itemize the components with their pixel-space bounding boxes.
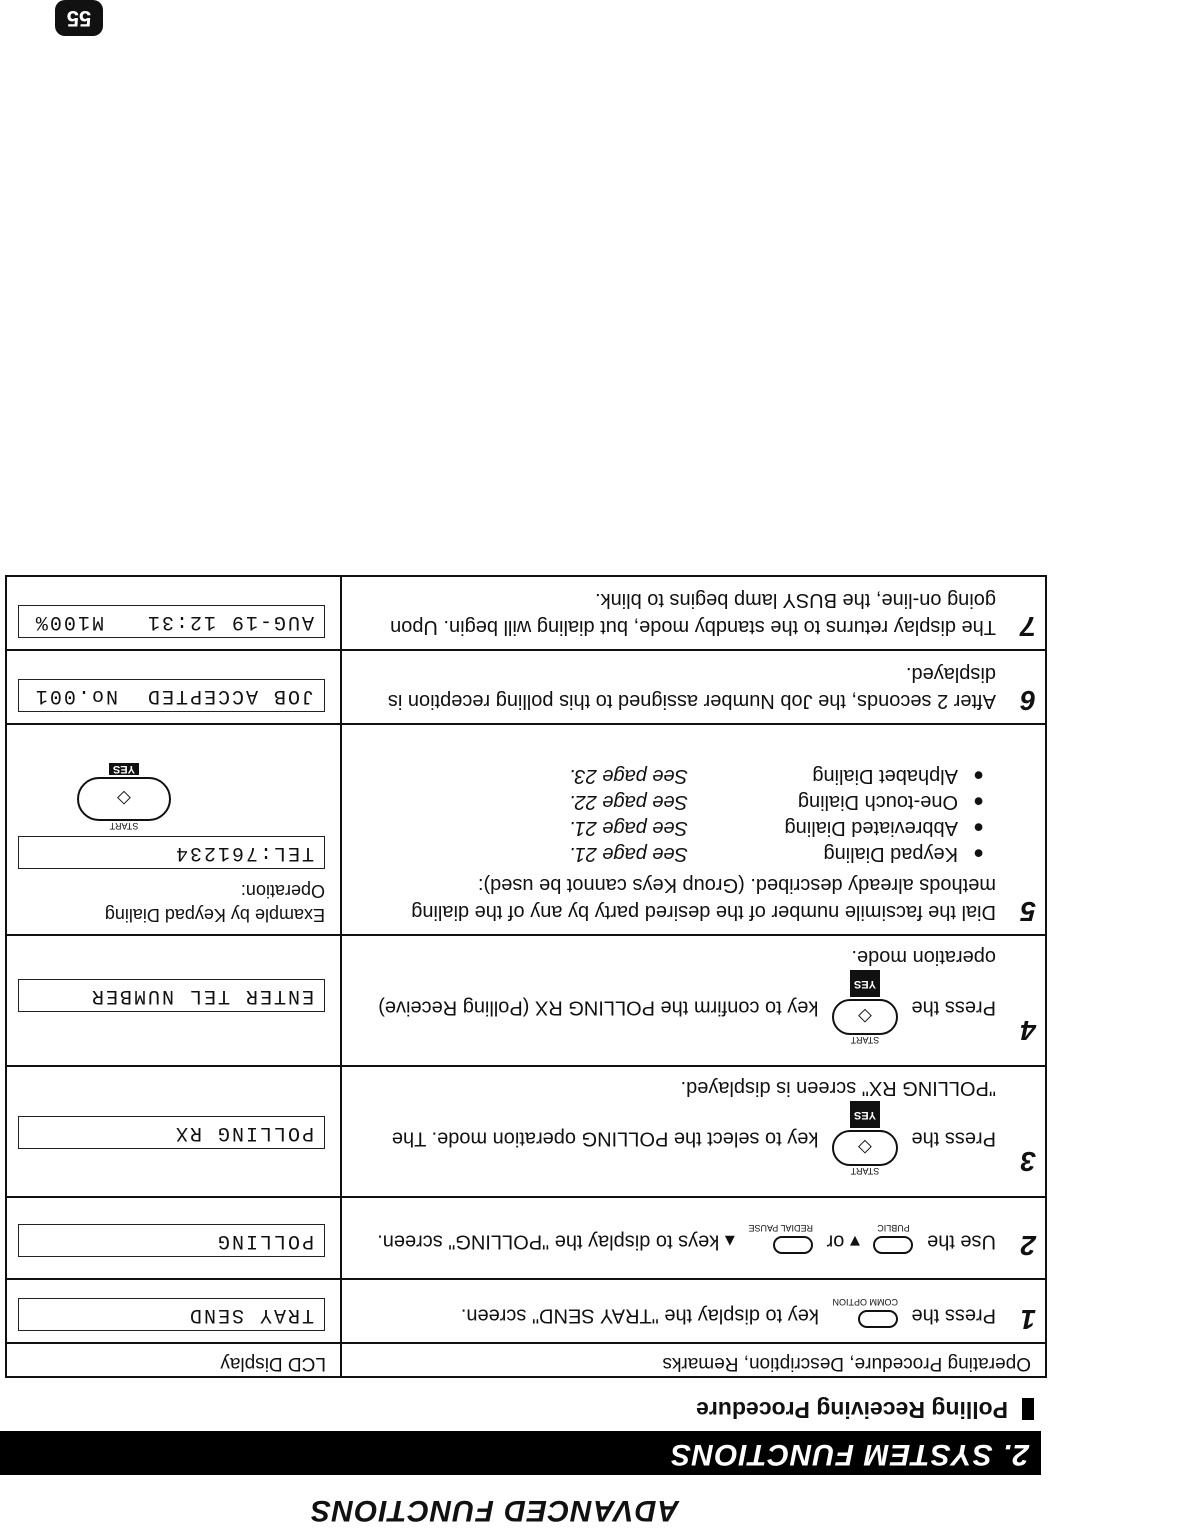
step-text: Press the xyxy=(911,996,996,1019)
lcd-display: TEL:761234 xyxy=(18,836,325,869)
table-row xyxy=(6,724,1046,935)
step-text: key to display the "TRAY SEND" screen. xyxy=(460,1304,819,1327)
step-text: The display returns to the standby mode, but dialing will begin. Upon going on-line, the BUSY lamp begins to blink. xyxy=(390,589,996,638)
start-key-icon: START ◇ YES xyxy=(77,763,171,830)
lcd-cell xyxy=(6,576,341,650)
dialing-methods-list xyxy=(353,763,984,867)
down-arrow-icon: ▾ xyxy=(849,1230,860,1253)
lcd-cell xyxy=(6,1279,341,1343)
example-label: Example by Keypad Dialing Operation: xyxy=(104,881,325,925)
public-key-icon: PUBLIC xyxy=(874,1223,914,1259)
col-header-procedure: Operating Procedure, Description, Remarks xyxy=(341,1343,1046,1377)
step-number: 5 xyxy=(1020,896,1036,927)
step-text: Press the xyxy=(911,1304,996,1327)
step-text: key to select the POLLING operation mode. The "POLLING RX" screen is displayed. xyxy=(391,1077,996,1150)
lcd-cell xyxy=(6,650,341,724)
comm-option-key-icon: COMM OPTION xyxy=(832,1297,898,1333)
start-key-icon: START ◇ YES xyxy=(832,1101,898,1175)
chapter-bar xyxy=(0,1431,1041,1475)
table-row xyxy=(6,650,1046,724)
step-text: key to confirm the POLLING RX (Polling Receive) operation mode. xyxy=(378,946,996,1019)
step-text: keys to display the "POLLING" screen. xyxy=(377,1230,720,1253)
table-row xyxy=(6,1066,1046,1197)
section-heading xyxy=(696,1396,1034,1423)
procedure-cell xyxy=(341,576,1046,650)
lcd-display: POLLING xyxy=(18,1224,325,1257)
step-number: 1 xyxy=(1020,1304,1036,1335)
running-header: ADVANCED FUNCTIONS xyxy=(309,1494,679,1527)
procedure-cell xyxy=(341,724,1046,935)
lcd-display: POLLING RX xyxy=(18,1116,325,1149)
list-item: ● One-touch Dialing See page 22. xyxy=(569,791,984,813)
table-row xyxy=(6,935,1046,1066)
step-text: or xyxy=(826,1230,845,1253)
lcd-cell xyxy=(6,1197,341,1279)
list-item: ● Alphabet Dialing See page 23. xyxy=(569,765,984,787)
table-header-row xyxy=(6,1343,1046,1377)
step-text: Use the xyxy=(927,1230,996,1253)
square-bullet-icon xyxy=(1022,1399,1034,1421)
step-text: Dial the facsimile number of the desired party by any of the dialing methods already described. (Group Keys cannot be used): xyxy=(411,874,996,923)
col-header-lcd: LCD Display xyxy=(6,1343,341,1377)
step-text: Press the xyxy=(911,1127,996,1150)
lcd-display: TRAY SEND xyxy=(18,1298,325,1331)
list-item: ● Keypad Dialing See page 21. xyxy=(569,843,984,865)
step-number: 2 xyxy=(1020,1230,1036,1261)
table-row xyxy=(6,1279,1046,1343)
step-number: 6 xyxy=(1020,685,1036,716)
lcd-cell xyxy=(6,935,341,1066)
list-item: ● Abbreviated Dialing See page 21. xyxy=(569,817,984,839)
start-key-graphic xyxy=(8,726,339,836)
step-text: After 2 seconds, the Job Number assigned to this polling reception is displayed. xyxy=(387,663,996,712)
chapter-title: 2. SYSTEM FUNCTIONS xyxy=(660,1437,1039,1471)
step-number: 7 xyxy=(1020,611,1036,642)
procedure-cell xyxy=(341,1197,1046,1279)
procedure-cell xyxy=(341,1279,1046,1343)
lcd-display: JOB ACCEPTED No.001 xyxy=(18,679,325,712)
lcd-display: ENTER TEL NUMBER xyxy=(18,979,325,1012)
step-number: 3 xyxy=(1020,1146,1036,1177)
procedure-table xyxy=(5,575,1047,1378)
redial-pause-key-icon: REDIAL PAUSE xyxy=(748,1223,813,1259)
procedure-cell xyxy=(341,1066,1046,1197)
up-arrow-icon: ▴ xyxy=(724,1230,735,1253)
start-key-icon: START ◇ YES xyxy=(832,970,898,1044)
lcd-display: AUG-19 12:31 M100% xyxy=(18,605,325,638)
table-row xyxy=(6,1197,1046,1279)
procedure-cell xyxy=(341,650,1046,724)
section-title: Polling Receiving Procedure xyxy=(696,1397,1008,1423)
lcd-cell xyxy=(6,1066,341,1197)
table-row xyxy=(6,576,1046,650)
lcd-cell xyxy=(6,724,341,935)
procedure-cell xyxy=(341,935,1046,1066)
page-number: 55 xyxy=(55,0,103,36)
step-number: 4 xyxy=(1020,1015,1036,1046)
